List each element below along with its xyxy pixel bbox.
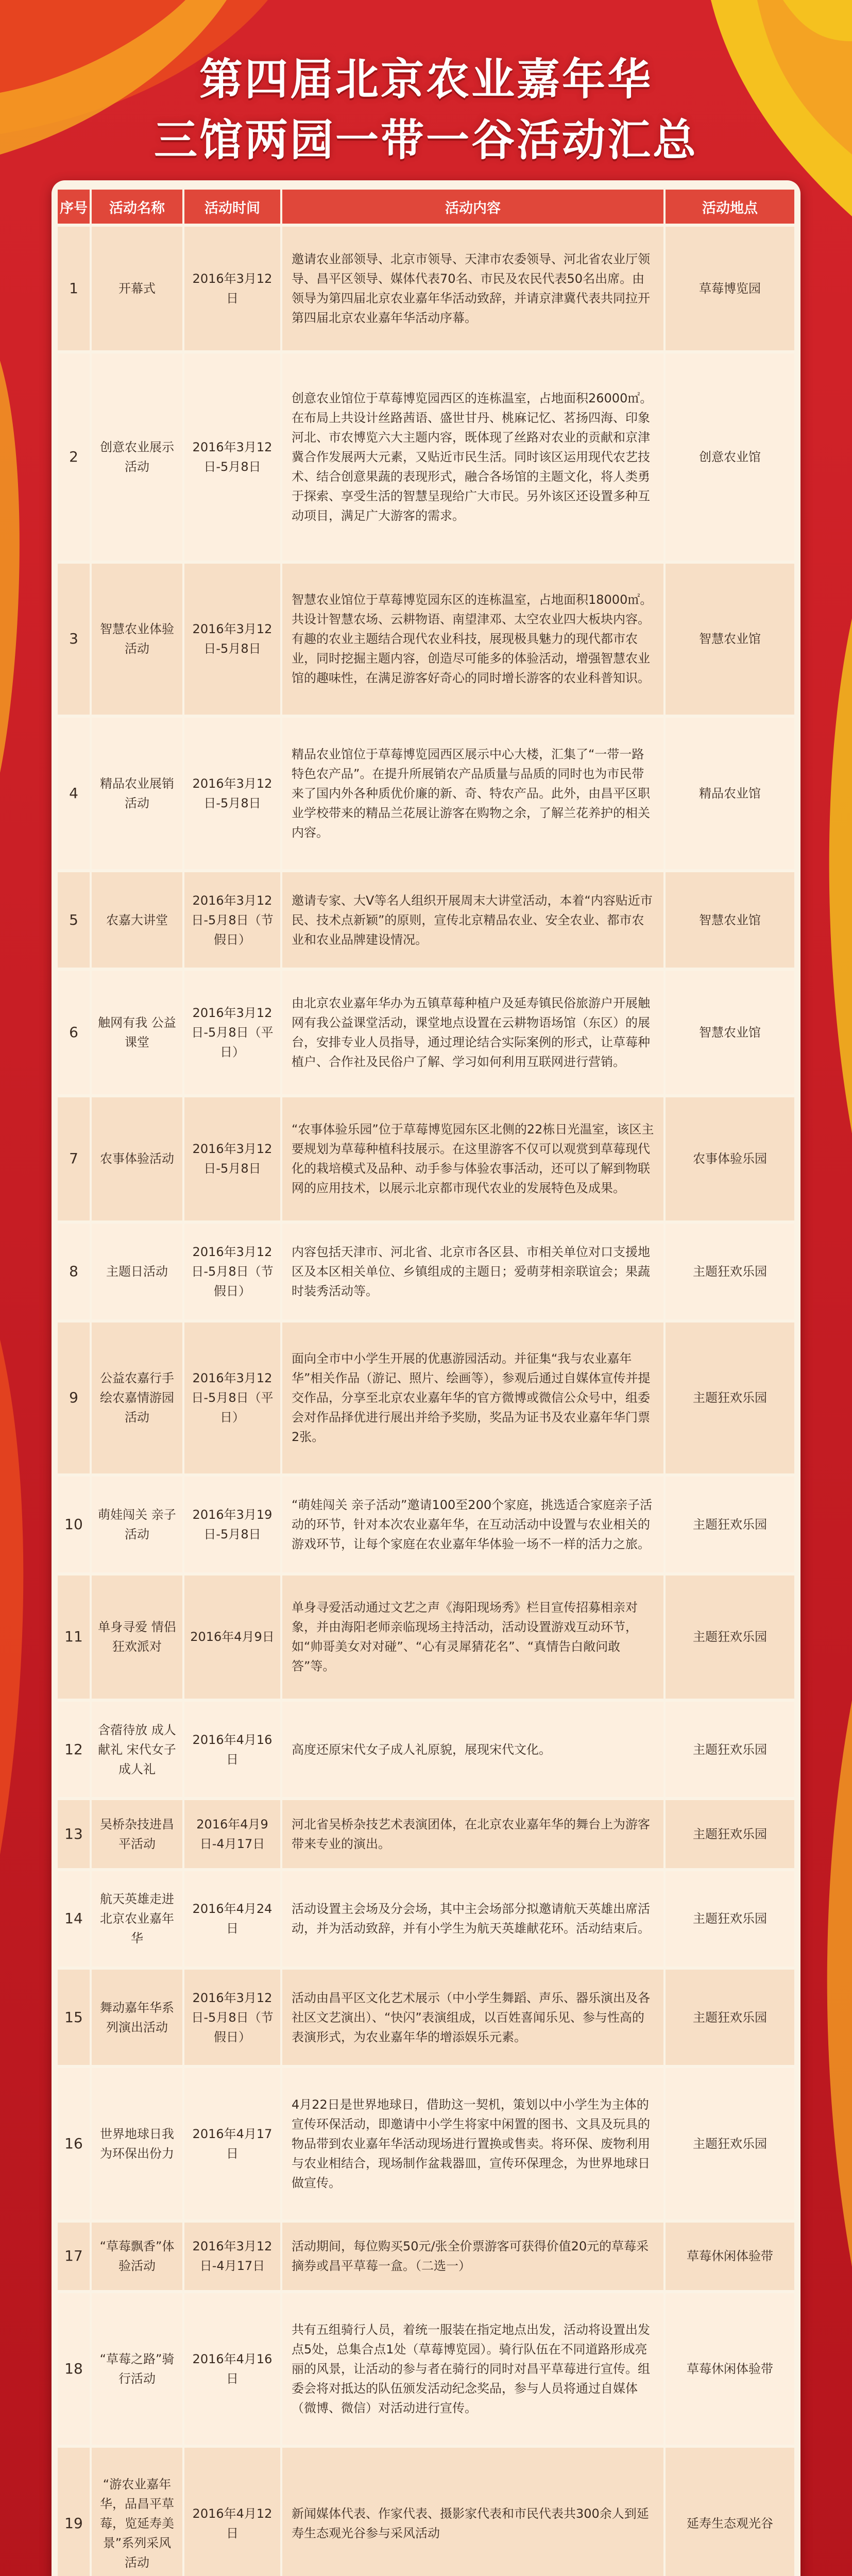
row-number: 16 (58, 2068, 92, 2219)
row-number: 15 (58, 1970, 92, 2065)
row-name: 舞动嘉年华系列演出活动 (92, 1970, 184, 2065)
row-place: 主题狂欢乐园 (666, 1323, 794, 1474)
row-place: 草莓博览园 (666, 227, 794, 350)
table-row (58, 564, 794, 715)
row-name: 农事体验活动 (92, 1097, 184, 1221)
row-place: 主题狂欢乐园 (666, 2068, 794, 2219)
row-content: 活动设置主会场及分会场，其中主会场部分拟邀请航天英雄出席活动，并为活动致辞，并有小学生为航天英雄献花环。活动结束后。 (282, 1871, 666, 1967)
table-row (58, 1970, 794, 2065)
table-row (58, 872, 794, 968)
row-number: 5 (58, 872, 92, 968)
row-content: 精品农业馆位于草莓博览园西区展示中心大楼，汇集了“一带一路特色农产品”。在提升所展销农产品质量与品质的同时也为市民带来了国内外各种质优价廉的新、奇、特农产品。此外，由昌平区职业学校带来的精品兰花展让游客在购物之余，了解兰花养护的相关内容。 (282, 718, 666, 869)
row-content: 新闻媒体代表、作家代表、摄影家代表和市民代表共300余人到延寿生态观光谷参与采风活动 (282, 2448, 666, 2576)
row-name: “游农业嘉年华，品昌平草莓，览延寿美景”系列采风活动 (92, 2448, 184, 2576)
row-number: 13 (58, 1800, 92, 1868)
table-row (58, 227, 794, 350)
row-time: 2016年4月12日 (184, 2448, 282, 2576)
row-number: 18 (58, 2293, 92, 2445)
row-name: 航天英雄走进北京农业嘉年华 (92, 1871, 184, 1967)
row-name: 含蓿待放 成人献礼 宋代女子成人礼 (92, 1702, 184, 1797)
row-time: 2016年3月12日-5月8日（平日） (184, 971, 282, 1094)
row-number: 11 (58, 1575, 92, 1699)
row-time: 2016年3月12日-5月8日 (184, 1097, 282, 1221)
table-row (58, 1097, 794, 1221)
header-content: 活动内容 (282, 190, 666, 224)
table-row (58, 1323, 794, 1474)
row-name: “草莓飘香”体验活动 (92, 2223, 184, 2290)
row-number: 6 (58, 971, 92, 1094)
row-number: 19 (58, 2448, 92, 2576)
table-row (58, 2223, 794, 2290)
row-number: 10 (58, 1477, 92, 1572)
header-number: 序号 (58, 190, 92, 224)
row-content: 河北省吴桥杂技艺术表演团体，在北京农业嘉年华的舞台上为游客带来专业的演出。 (282, 1800, 666, 1868)
table-row (58, 2448, 794, 2576)
row-number: 8 (58, 1224, 92, 1319)
row-place: 延寿生态观光谷 (666, 2448, 794, 2576)
events-table (58, 187, 794, 2576)
row-time: 2016年3月12日-5月8日（节假日） (184, 872, 282, 968)
row-place: 主题狂欢乐园 (666, 1800, 794, 1868)
row-name: 开幕式 (92, 227, 184, 350)
row-place: 主题狂欢乐园 (666, 1477, 794, 1572)
row-content: “农事体验乐园”位于草莓博览园东区北侧的22栋日光温室，该区主要规划为草莓种植科技展示。在这里游客不仅可以观赏到草莓现代化的栽培模式及品种、动手参与体验农事活动，还可以了解到物联网的应用技术，以展示北京都市现代农业的发展特色及成果。 (282, 1097, 666, 1221)
row-name: 创意农业展示活动 (92, 353, 184, 561)
row-place: 主题狂欢乐园 (666, 1575, 794, 1699)
header-time: 活动时间 (184, 190, 282, 224)
row-name: 主题日活动 (92, 1224, 184, 1319)
row-place: 主题狂欢乐园 (666, 1702, 794, 1797)
row-name: “草莓之路”骑行活动 (92, 2293, 184, 2445)
table-row (58, 1224, 794, 1319)
row-name: 农嘉大讲堂 (92, 872, 184, 968)
row-time: 2016年4月16日 (184, 2293, 282, 2445)
table-row (58, 971, 794, 1094)
row-content: 高度还原宋代女子成人礼原貌，展现宋代文化。 (282, 1702, 666, 1797)
table-header-row (58, 190, 794, 224)
row-place: 农事体验乐园 (666, 1097, 794, 1221)
row-place: 智慧农业馆 (666, 971, 794, 1094)
row-time: 2016年3月12日-5月8日 (184, 718, 282, 869)
row-content: 邀请农业部领导、北京市领导、天津市农委领导、河北省农业厅领导、昌平区领导、媒体代表70名、市民及农民代表50名出席。由领导为第四届北京农业嘉年华活动致辞，并请京津冀代表共同拉开第四届北京农业嘉年华活动序幕。 (282, 227, 666, 350)
row-number: 3 (58, 564, 92, 715)
row-number: 7 (58, 1097, 92, 1221)
row-place: 精品农业馆 (666, 718, 794, 869)
header-name: 活动名称 (92, 190, 184, 224)
table-row (58, 1575, 794, 1699)
row-time: 2016年3月12日 (184, 227, 282, 350)
row-time: 2016年4月9日 (184, 1575, 282, 1699)
row-content: 4月22日是世界地球日，借助这一契机，策划以中小学生为主体的宣传环保活动，即邀请中小学生将家中闲置的图书、文具及玩具的物品带到农业嘉年华活动现场进行置换或售卖。将环保、废物利用与农业相结合，现场制作盆栽器皿，宣传环保理念，为世界地球日做宣传。 (282, 2068, 666, 2219)
row-content: “萌娃闯关 亲子活动”邀请100至200个家庭，挑选适合家庭亲子活动的环节，针对本次农业嘉年华，在互动活动中设置与农业相关的游戏环节，让每个家庭在农业嘉年华体验一场不一样的活力之旅。 (282, 1477, 666, 1572)
row-number: 17 (58, 2223, 92, 2290)
row-content: 内容包括天津市、河北省、北京市各区县、市相关单位对口支援地区及本区相关单位、乡镇组成的主题日；爱萌芽相亲联谊会；果蔬时装秀活动等。 (282, 1224, 666, 1319)
row-time: 2016年3月12日-5月8日 (184, 564, 282, 715)
row-time: 2016年3月12日-5月8日（平日） (184, 1323, 282, 1474)
row-name: 触网有我 公益课堂 (92, 971, 184, 1094)
row-time: 2016年3月12日-4月17日 (184, 2223, 282, 2290)
table-row (58, 1702, 794, 1797)
row-content: 智慧农业馆位于草莓博览园东区的连栋温室，占地面积18000㎡。共设计智慧农场、云耕物语、南望津邓、太空农业四大板块内容。有趣的农业主题结合现代农业科技，展现极具魅力的现代都市农业，同时挖掘主题内容，创造尽可能多的体验活动，增强智慧农业馆的趣味性，在满足游客好奇心的同时增长游客的农业科普知识。 (282, 564, 666, 715)
row-place: 草莓休闲体验带 (666, 2293, 794, 2445)
row-content: 活动期间，每位购买50元/张全价票游客可获得价值20元的草莓采摘券或昌平草莓一盒。（二选一） (282, 2223, 666, 2290)
table-row (58, 2293, 794, 2445)
row-time: 2016年4月17日 (184, 2068, 282, 2219)
row-name: 智慧农业体验活动 (92, 564, 184, 715)
row-content: 单身寻爱活动通过文艺之声《海阳现场秀》栏目宣传招募相亲对象，并由海阳老师亲临现场主持活动，活动设置游戏互动环节，如“帅哥美女对对碰”、“心有灵犀猜花名”、“真情告白敞问敢答”等。 (282, 1575, 666, 1699)
row-place: 草莓休闲体验带 (666, 2223, 794, 2290)
row-name: 萌娃闯关 亲子活动 (92, 1477, 184, 1572)
row-time: 2016年3月19日-5月8日 (184, 1477, 282, 1572)
row-time: 2016年3月12日-5月8日 (184, 353, 282, 561)
page-title (0, 49, 852, 171)
row-name: 世界地球日我为环保出份力 (92, 2068, 184, 2219)
row-content: 邀请专家、大V等名人组织开展周末大讲堂活动，本着“内容贴近市民、技术点新颖”的原则，宣传北京精品农业、安全农业、都市农业和农业品牌建设情况。 (282, 872, 666, 968)
table-row (58, 1477, 794, 1572)
row-time: 2016年4月16日 (184, 1702, 282, 1797)
row-name: 单身寻爱 情侣狂欢派对 (92, 1575, 184, 1699)
table-row (58, 718, 794, 869)
row-content: 由北京农业嘉年华办为五镇草莓种植户及延寿镇民俗旅游户开展触网有我公益课堂活动，课堂地点设置在云耕物语场馆（东区）的展台，安排专业人员指导，通过理论结合实际案例的形式，让草莓种植户、合作社及民俗户了解、学习如何利用互联网进行营销。 (282, 971, 666, 1094)
row-place: 智慧农业馆 (666, 564, 794, 715)
row-time: 2016年4月24日 (184, 1871, 282, 1967)
row-place: 创意农业馆 (666, 353, 794, 561)
row-number: 12 (58, 1702, 92, 1797)
row-content: 活动由昌平区文化艺术展示（中小学生舞蹈、声乐、器乐演出及各社区文艺演出）、“快闪”表演组成，以百姓喜闻乐见、参与性高的表演形式，为农业嘉年华的增添娱乐元素。 (282, 1970, 666, 2065)
row-name: 公益农嘉行手绘农嘉情游园活动 (92, 1323, 184, 1474)
row-number: 2 (58, 353, 92, 561)
table-row (58, 2068, 794, 2219)
row-place: 主题狂欢乐园 (666, 1224, 794, 1319)
table-row (58, 353, 794, 561)
row-content: 共有五组骑行人员，着统一服装在指定地点出发，活动将设置出发点5处，总集合点1处（草莓博览园）。骑行队伍在不同道路形成亮丽的风景，让活动的参与者在骑行的同时对昌平草莓进行宣传。组委会将对抵达的队伍颁发活动纪念奖品，参与人员将通过自媒体（微博、微信）对活动进行宣传。 (282, 2293, 666, 2445)
row-time: 2016年3月12日-5月8日（节假日） (184, 1224, 282, 1319)
title-line-2: 三馆两园一带一谷活动汇总 (154, 115, 698, 165)
row-number: 4 (58, 718, 92, 869)
row-place: 主题狂欢乐园 (666, 1871, 794, 1967)
row-time: 2016年4月9日-4月17日 (184, 1800, 282, 1868)
row-time: 2016年3月12日-5月8日（节假日） (184, 1970, 282, 2065)
row-name: 吴桥杂技进昌平活动 (92, 1800, 184, 1868)
row-content: 创意农业馆位于草莓博览园西区的连栋温室，占地面积26000㎡。在布局上共设计丝路茜语、盛世甘丹、桃麻记忆、茗扬四海、印象河北、市农博览六大主题内容，既体现了丝路对农业的贡献和京津冀合作发展两大元素，又贴近市民生活。同时该区运用现代农艺技术、结合创意果蔬的表现形式，融合各场馆的主题文化，将人类勇于探索、享受生活的智慧呈现给广大市民。另外该区还设置多种互动项目，满足广大游客的需求。 (282, 353, 666, 561)
table-row (58, 1800, 794, 1868)
table-row (58, 1871, 794, 1967)
row-place: 智慧农业馆 (666, 872, 794, 968)
row-name: 精品农业展销活动 (92, 718, 184, 869)
row-number: 14 (58, 1871, 92, 1967)
header-place: 活动地点 (666, 190, 794, 224)
row-place: 主题狂欢乐园 (666, 1970, 794, 2065)
title-line-1: 第四届北京农业嘉年华 (199, 54, 653, 105)
row-number: 9 (58, 1323, 92, 1474)
row-content: 面向全市中小学生开展的优惠游园活动。并征集“我与农业嘉年华”相关作品（游记、照片、绘画等），参观后通过自媒体宣传并提交作品，分享至北京农业嘉年华的官方微博或微信公众号中，组委会对作品择优进行展出并给予奖励，奖品为证书及农业嘉年华门票2张。 (282, 1323, 666, 1474)
row-number: 1 (58, 227, 92, 350)
